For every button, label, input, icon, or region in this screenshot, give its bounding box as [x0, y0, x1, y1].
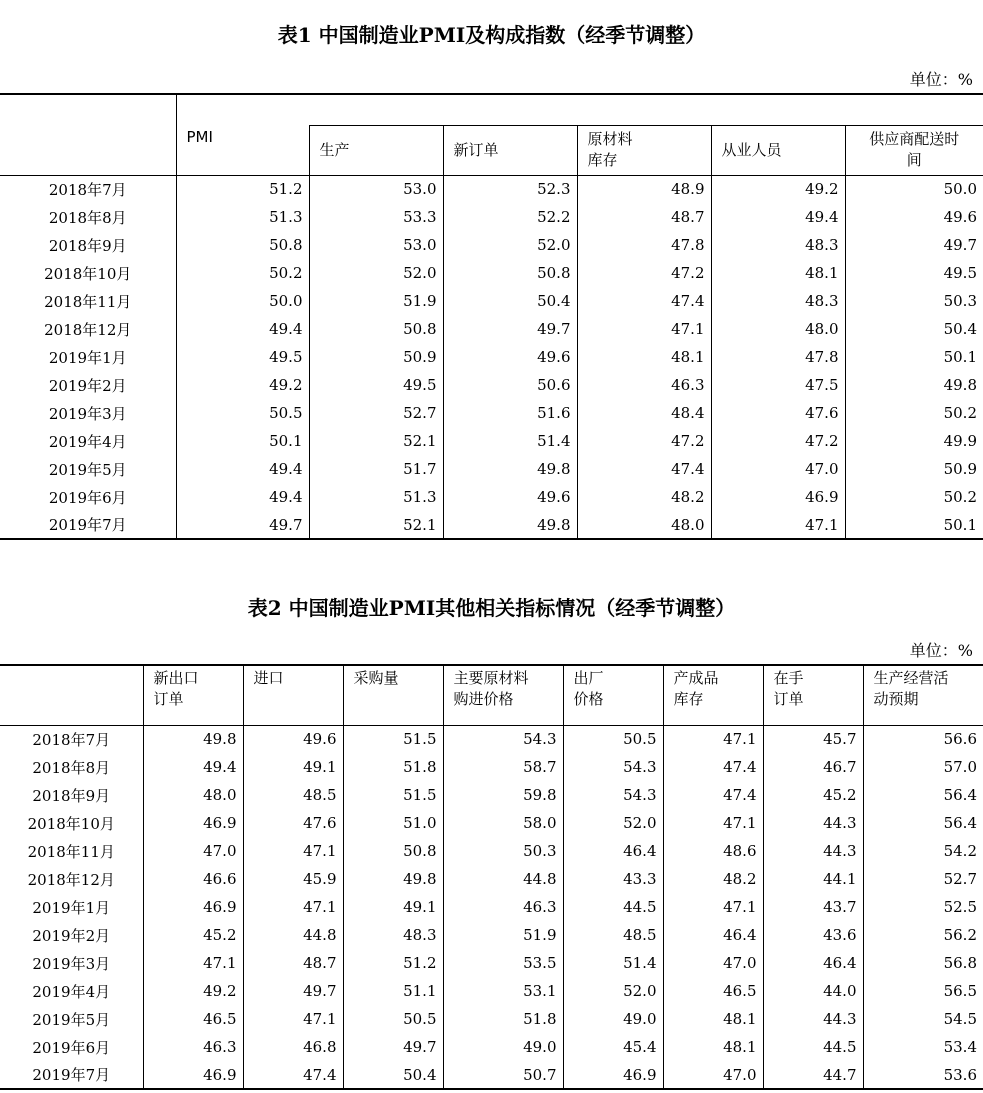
- cell-value: 49.8: [143, 725, 243, 753]
- cell-value: 50.2: [845, 483, 983, 511]
- cell-value: 47.6: [243, 809, 343, 837]
- cell-value: 46.7: [763, 753, 863, 781]
- table-row: [0, 343, 983, 371]
- cell-value: 46.9: [711, 483, 845, 511]
- cell-value: 47.0: [143, 837, 243, 865]
- cell-value: 46.9: [563, 1061, 663, 1089]
- row-label: 2018年8月: [0, 203, 176, 231]
- cell-value: 49.6: [845, 203, 983, 231]
- cell-value: 46.4: [663, 921, 763, 949]
- cell-value: 56.6: [863, 725, 983, 753]
- cell-value: 56.5: [863, 977, 983, 1005]
- cell-value: 46.4: [563, 837, 663, 865]
- cell-value: 53.6: [863, 1061, 983, 1089]
- cell-value: 46.9: [143, 809, 243, 837]
- cell-value: 44.8: [443, 865, 563, 893]
- cell-value: 48.0: [711, 315, 845, 343]
- row-label: 2019年4月: [0, 977, 143, 1005]
- cell-value: 46.9: [143, 893, 243, 921]
- table-row: [0, 259, 983, 287]
- cell-value: 51.9: [309, 287, 443, 315]
- table-row: [0, 175, 983, 203]
- cell-value: 51.0: [343, 809, 443, 837]
- cell-value: 51.2: [343, 949, 443, 977]
- row-label: 2019年7月: [0, 1061, 143, 1089]
- cell-value: 47.1: [243, 893, 343, 921]
- row-label: 2018年7月: [0, 725, 143, 753]
- cell-value: 49.7: [343, 1033, 443, 1061]
- cell-value: 52.1: [309, 511, 443, 539]
- cell-value: 50.8: [343, 837, 443, 865]
- cell-value: 47.4: [663, 753, 763, 781]
- cell-value: 47.4: [577, 455, 711, 483]
- table-row: [0, 865, 983, 893]
- table-row: [0, 287, 983, 315]
- cell-value: 53.3: [309, 203, 443, 231]
- cell-value: 48.3: [711, 287, 845, 315]
- cell-value: 56.4: [863, 809, 983, 837]
- cell-value: 49.5: [845, 259, 983, 287]
- cell-value: 48.1: [711, 259, 845, 287]
- table-row: [0, 837, 983, 865]
- cell-value: 50.3: [845, 287, 983, 315]
- cell-value: 47.2: [577, 427, 711, 455]
- table-row: [0, 483, 983, 511]
- cell-value: 47.1: [663, 809, 763, 837]
- table1-header-4: 从业人员: [711, 125, 845, 175]
- cell-value: 49.6: [443, 343, 577, 371]
- table2-title: 表2 中国制造业PMI其他相关指标情况（经季节调整）: [247, 596, 736, 620]
- table2-header-0: 新出口 订单: [143, 665, 243, 725]
- cell-value: 52.0: [563, 977, 663, 1005]
- table1: [0, 93, 983, 540]
- cell-value: 51.6: [443, 399, 577, 427]
- table-row: [0, 753, 983, 781]
- cell-value: 52.3: [443, 175, 577, 203]
- cell-value: 52.7: [309, 399, 443, 427]
- cell-value: 47.1: [577, 315, 711, 343]
- cell-value: 49.7: [845, 231, 983, 259]
- cell-value: 49.5: [309, 371, 443, 399]
- cell-value: 50.0: [845, 175, 983, 203]
- cell-value: 48.7: [243, 949, 343, 977]
- row-label: 2018年12月: [0, 315, 176, 343]
- table-row: [0, 203, 983, 231]
- cell-value: 47.8: [577, 231, 711, 259]
- row-label: 2019年5月: [0, 1005, 143, 1033]
- cell-value: 50.9: [309, 343, 443, 371]
- cell-value: 49.5: [176, 343, 309, 371]
- cell-value: 54.3: [563, 753, 663, 781]
- row-label: 2018年8月: [0, 753, 143, 781]
- row-label: 2019年6月: [0, 483, 176, 511]
- cell-value: 48.1: [577, 343, 711, 371]
- row-label: 2018年11月: [0, 287, 176, 315]
- cell-value: 51.8: [443, 1005, 563, 1033]
- cell-value: 51.4: [563, 949, 663, 977]
- row-label: 2018年9月: [0, 231, 176, 259]
- cell-value: 51.1: [343, 977, 443, 1005]
- cell-value: 47.0: [711, 455, 845, 483]
- cell-value: 50.9: [845, 455, 983, 483]
- cell-value: 47.0: [663, 949, 763, 977]
- cell-value: 50.1: [176, 427, 309, 455]
- cell-value: 53.0: [309, 231, 443, 259]
- cell-value: 47.1: [143, 949, 243, 977]
- cell-value: 49.2: [711, 175, 845, 203]
- table2-header-1: 进口: [243, 665, 343, 725]
- cell-value: 48.0: [143, 781, 243, 809]
- cell-value: 46.5: [663, 977, 763, 1005]
- cell-value: 43.7: [763, 893, 863, 921]
- cell-value: 53.5: [443, 949, 563, 977]
- cell-value: 50.8: [443, 259, 577, 287]
- cell-value: 48.5: [563, 921, 663, 949]
- table2-header-3: 主要原材料 购进价格: [443, 665, 563, 725]
- cell-value: 50.5: [176, 399, 309, 427]
- cell-value: 45.7: [763, 725, 863, 753]
- cell-value: 47.4: [577, 287, 711, 315]
- cell-value: 51.7: [309, 455, 443, 483]
- row-label: 2018年7月: [0, 175, 176, 203]
- cell-value: 51.3: [309, 483, 443, 511]
- cell-value: 52.0: [563, 809, 663, 837]
- cell-value: 45.2: [763, 781, 863, 809]
- cell-value: 44.1: [763, 865, 863, 893]
- row-label: 2019年6月: [0, 1033, 143, 1061]
- cell-value: 48.0: [577, 511, 711, 539]
- cell-value: 44.8: [243, 921, 343, 949]
- cell-value: 50.6: [443, 371, 577, 399]
- cell-value: 51.4: [443, 427, 577, 455]
- table2-header-7: 生产经营活 动预期: [863, 665, 983, 725]
- cell-value: 48.2: [577, 483, 711, 511]
- cell-value: 44.5: [563, 893, 663, 921]
- table-row: [0, 455, 983, 483]
- cell-value: 52.2: [443, 203, 577, 231]
- cell-value: 50.7: [443, 1061, 563, 1089]
- table2-header-4: 出厂 价格: [563, 665, 663, 725]
- cell-value: 50.0: [176, 287, 309, 315]
- cell-value: 51.5: [343, 725, 443, 753]
- cell-value: 47.1: [243, 1005, 343, 1033]
- cell-value: 51.3: [176, 203, 309, 231]
- cell-value: 44.3: [763, 1005, 863, 1033]
- cell-value: 46.8: [243, 1033, 343, 1061]
- table-row: [0, 371, 983, 399]
- cell-value: 45.4: [563, 1033, 663, 1061]
- table-row: [0, 511, 983, 539]
- cell-value: 48.3: [711, 231, 845, 259]
- cell-value: 43.3: [563, 865, 663, 893]
- cell-value: 52.0: [443, 231, 577, 259]
- cell-value: 49.7: [243, 977, 343, 1005]
- row-label: 2019年1月: [0, 343, 176, 371]
- row-label: 2018年10月: [0, 809, 143, 837]
- row-label: 2019年3月: [0, 949, 143, 977]
- cell-value: 48.2: [663, 865, 763, 893]
- cell-value: 56.8: [863, 949, 983, 977]
- cell-value: 49.8: [443, 511, 577, 539]
- table1-unit: 单位：%: [909, 70, 973, 89]
- cell-value: 44.7: [763, 1061, 863, 1089]
- cell-value: 47.5: [711, 371, 845, 399]
- row-label: 2019年4月: [0, 427, 176, 455]
- cell-value: 50.1: [845, 343, 983, 371]
- cell-value: 49.4: [143, 753, 243, 781]
- cell-value: 45.2: [143, 921, 243, 949]
- row-label: 2019年7月: [0, 511, 176, 539]
- cell-value: 48.9: [577, 175, 711, 203]
- cell-value: 46.3: [143, 1033, 243, 1061]
- cell-value: 49.1: [343, 893, 443, 921]
- cell-value: 49.8: [343, 865, 443, 893]
- cell-value: 47.2: [711, 427, 845, 455]
- table1-header-2: 新订单: [443, 125, 577, 175]
- cell-value: 49.2: [143, 977, 243, 1005]
- cell-value: 52.0: [309, 259, 443, 287]
- cell-value: 50.2: [845, 399, 983, 427]
- table2-header-5: 产成品 库存: [663, 665, 763, 725]
- table1-header-spacer: [309, 94, 983, 125]
- cell-value: 47.2: [577, 259, 711, 287]
- table2: [0, 664, 983, 1090]
- row-label: 2019年5月: [0, 455, 176, 483]
- cell-value: 49.2: [176, 371, 309, 399]
- table-row: [0, 1005, 983, 1033]
- cell-value: 53.1: [443, 977, 563, 1005]
- table2-unit: 单位：%: [909, 641, 973, 660]
- cell-value: 48.5: [243, 781, 343, 809]
- cell-value: 56.4: [863, 781, 983, 809]
- table1-header-1: 生产: [309, 125, 443, 175]
- table-row: [0, 231, 983, 259]
- table1-header-5: 供应商配送时 间: [845, 125, 983, 175]
- cell-value: 49.7: [443, 315, 577, 343]
- cell-value: 58.7: [443, 753, 563, 781]
- cell-value: 46.5: [143, 1005, 243, 1033]
- cell-value: 53.4: [863, 1033, 983, 1061]
- cell-value: 51.2: [176, 175, 309, 203]
- row-label: 2018年9月: [0, 781, 143, 809]
- row-label: 2019年1月: [0, 893, 143, 921]
- cell-value: 46.3: [577, 371, 711, 399]
- table-row: [0, 725, 983, 753]
- cell-value: 46.9: [143, 1061, 243, 1089]
- cell-value: 51.8: [343, 753, 443, 781]
- table-row: [0, 949, 983, 977]
- cell-value: 50.4: [443, 287, 577, 315]
- cell-value: 57.0: [863, 753, 983, 781]
- cell-value: 50.8: [309, 315, 443, 343]
- cell-value: 49.0: [443, 1033, 563, 1061]
- cell-value: 46.3: [443, 893, 563, 921]
- table-row: [0, 921, 983, 949]
- cell-value: 53.0: [309, 175, 443, 203]
- cell-value: 52.5: [863, 893, 983, 921]
- cell-value: 47.1: [243, 837, 343, 865]
- cell-value: 50.4: [343, 1061, 443, 1089]
- cell-value: 50.5: [343, 1005, 443, 1033]
- table-row: [0, 315, 983, 343]
- cell-value: 48.4: [577, 399, 711, 427]
- cell-value: 50.3: [443, 837, 563, 865]
- cell-value: 49.1: [243, 753, 343, 781]
- row-label: 2018年12月: [0, 865, 143, 893]
- table1-header-pmi: PMI: [176, 94, 309, 175]
- cell-value: 51.5: [343, 781, 443, 809]
- cell-value: 47.6: [711, 399, 845, 427]
- cell-value: 50.1: [845, 511, 983, 539]
- table-row: [0, 399, 983, 427]
- cell-value: 49.0: [563, 1005, 663, 1033]
- table-row: [0, 781, 983, 809]
- cell-value: 50.2: [176, 259, 309, 287]
- cell-value: 50.4: [845, 315, 983, 343]
- cell-value: 49.4: [176, 483, 309, 511]
- cell-value: 49.4: [711, 203, 845, 231]
- row-label: 2019年2月: [0, 371, 176, 399]
- table-row: [0, 977, 983, 1005]
- cell-value: 47.1: [711, 511, 845, 539]
- row-label: 2018年10月: [0, 259, 176, 287]
- cell-value: 49.4: [176, 315, 309, 343]
- cell-value: 47.1: [663, 725, 763, 753]
- cell-value: 43.6: [763, 921, 863, 949]
- cell-value: 46.4: [763, 949, 863, 977]
- cell-value: 44.5: [763, 1033, 863, 1061]
- table-row: [0, 427, 983, 455]
- row-label: 2019年3月: [0, 399, 176, 427]
- cell-value: 45.9: [243, 865, 343, 893]
- cell-value: 47.1: [663, 893, 763, 921]
- cell-value: 44.3: [763, 837, 863, 865]
- cell-value: 47.4: [243, 1061, 343, 1089]
- table-row: [0, 1061, 983, 1089]
- table2-header-6: 在手 订单: [763, 665, 863, 725]
- cell-value: 49.4: [176, 455, 309, 483]
- cell-value: 52.1: [309, 427, 443, 455]
- table1-title: 表1 中国制造业PMI及构成指数（经季节调整）: [277, 23, 706, 47]
- table1-header-3: 原材料 库存: [577, 125, 711, 175]
- cell-value: 48.7: [577, 203, 711, 231]
- cell-value: 47.8: [711, 343, 845, 371]
- cell-value: 44.0: [763, 977, 863, 1005]
- row-label: 2019年2月: [0, 921, 143, 949]
- table1-corner: [0, 94, 176, 175]
- cell-value: 46.6: [143, 865, 243, 893]
- cell-value: 54.3: [443, 725, 563, 753]
- cell-value: 50.5: [563, 725, 663, 753]
- cell-value: 44.3: [763, 809, 863, 837]
- row-label: 2018年11月: [0, 837, 143, 865]
- cell-value: 58.0: [443, 809, 563, 837]
- cell-value: 49.6: [443, 483, 577, 511]
- cell-value: 52.7: [863, 865, 983, 893]
- table2-header-2: 采购量: [343, 665, 443, 725]
- table-row: [0, 893, 983, 921]
- cell-value: 50.8: [176, 231, 309, 259]
- table-row: [0, 1033, 983, 1061]
- cell-value: 47.4: [663, 781, 763, 809]
- cell-value: 49.8: [443, 455, 577, 483]
- cell-value: 59.8: [443, 781, 563, 809]
- cell-value: 49.8: [845, 371, 983, 399]
- cell-value: 48.1: [663, 1005, 763, 1033]
- table2-corner: [0, 665, 143, 725]
- cell-value: 56.2: [863, 921, 983, 949]
- table-row: [0, 809, 983, 837]
- cell-value: 51.9: [443, 921, 563, 949]
- cell-value: 48.1: [663, 1033, 763, 1061]
- cell-value: 47.0: [663, 1061, 763, 1089]
- cell-value: 49.7: [176, 511, 309, 539]
- cell-value: 54.3: [563, 781, 663, 809]
- cell-value: 48.6: [663, 837, 763, 865]
- cell-value: 48.3: [343, 921, 443, 949]
- cell-value: 54.2: [863, 837, 983, 865]
- cell-value: 49.9: [845, 427, 983, 455]
- cell-value: 49.6: [243, 725, 343, 753]
- cell-value: 54.5: [863, 1005, 983, 1033]
